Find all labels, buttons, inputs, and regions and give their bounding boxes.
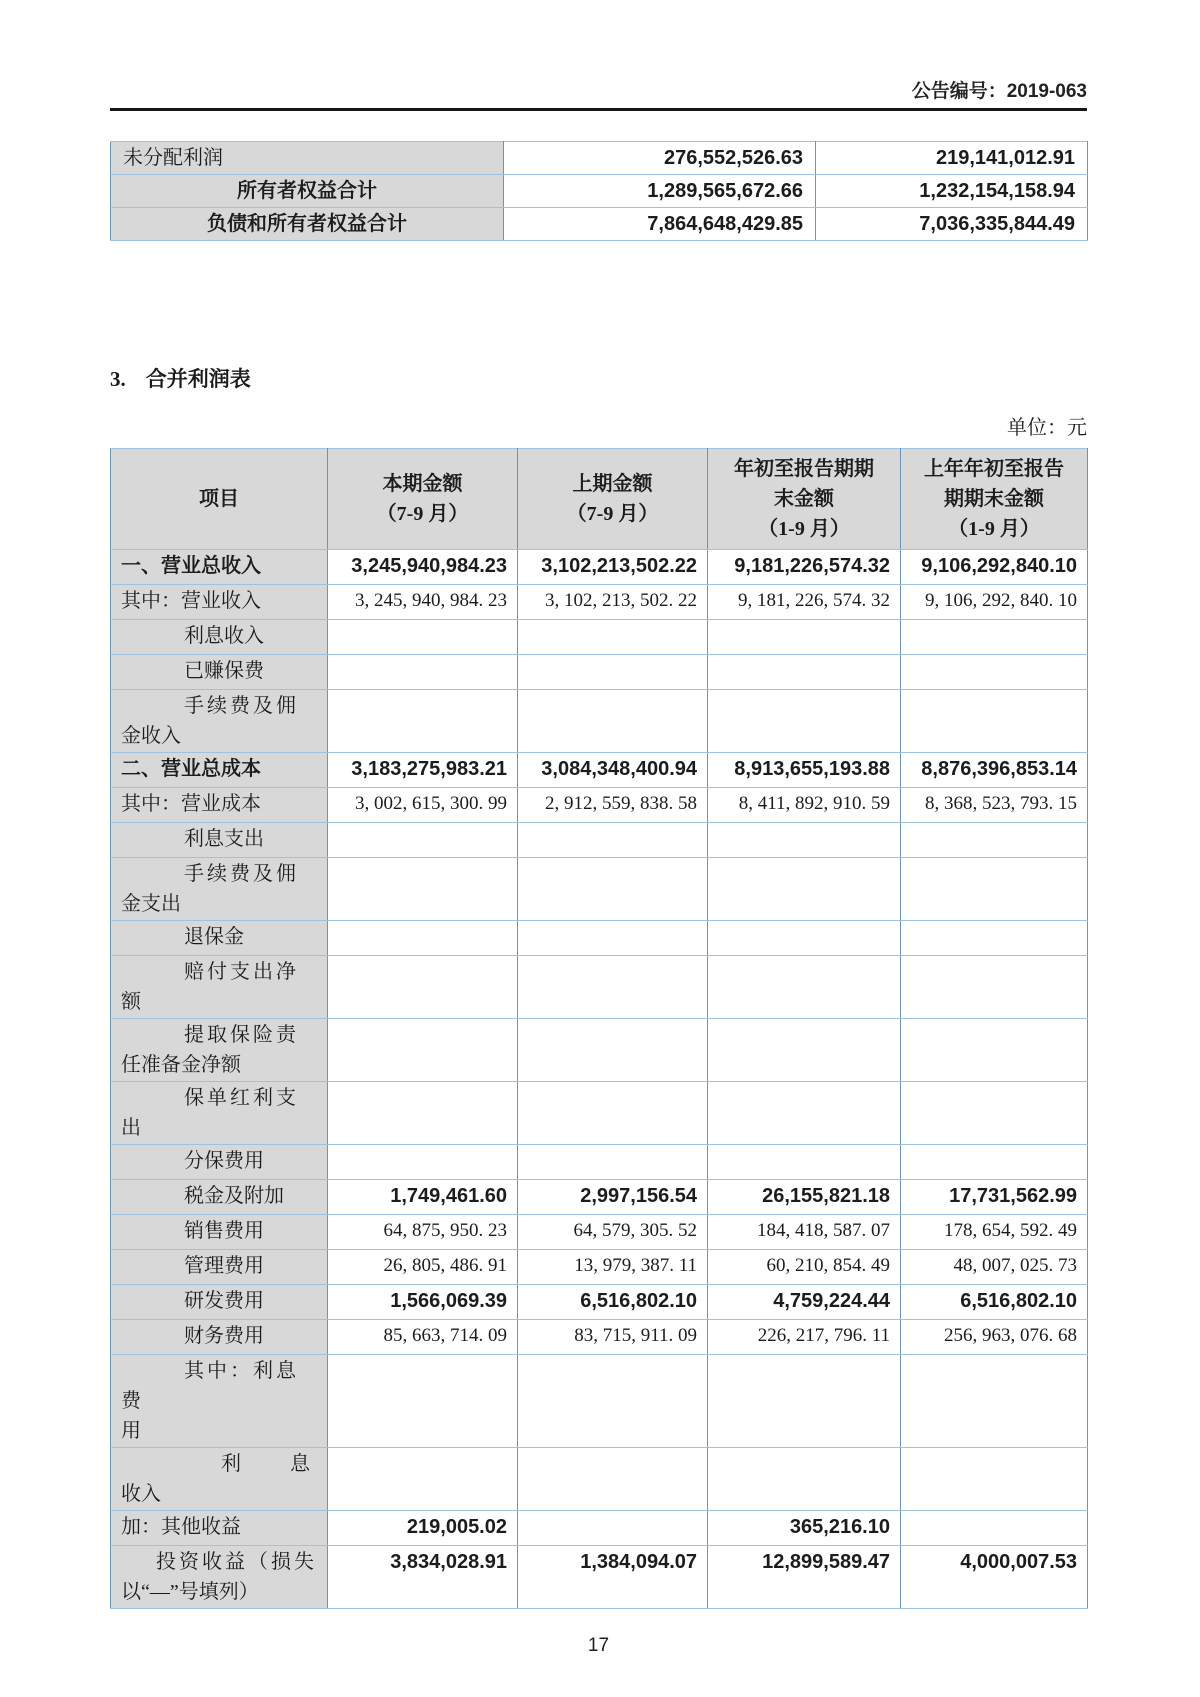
table-row [111, 921, 1088, 956]
value-cell [901, 1511, 1088, 1546]
value-cell [708, 1019, 901, 1082]
column-header-ytd: 年初至报告期期 末金额 （1-9 月） [708, 449, 901, 550]
value-cell: 3, 245, 940, 984. 23 [328, 585, 518, 620]
value-cell [328, 1448, 518, 1511]
value-cell [518, 655, 708, 690]
row-label-cell: 利息收入 [111, 620, 328, 655]
value-cell [328, 823, 518, 858]
value-cell: 1,384,094.07 [518, 1546, 708, 1609]
value-cell: 3,245,940,984.23 [328, 550, 518, 585]
value-cell: 7,036,335,844.49 [816, 208, 1088, 241]
value-cell [328, 858, 518, 921]
row-label-cell: 一、营业总收入 [111, 550, 328, 585]
row-label-cell: 分保费用 [111, 1145, 328, 1180]
value-cell: 8, 368, 523, 793. 15 [901, 788, 1088, 823]
value-cell: 64, 875, 950. 23 [328, 1215, 518, 1250]
row-label-cell: 加：其他收益 [111, 1511, 328, 1546]
value-cell [518, 1448, 708, 1511]
value-cell [518, 1019, 708, 1082]
table-row [111, 1355, 1088, 1448]
row-label-cell: 未分配利润 [111, 142, 504, 175]
value-cell: 3,834,028.91 [328, 1546, 518, 1609]
value-cell [518, 1082, 708, 1145]
value-cell [901, 1448, 1088, 1511]
value-cell [901, 921, 1088, 956]
value-cell [901, 1019, 1088, 1082]
value-cell: 60, 210, 854. 49 [708, 1250, 901, 1285]
value-cell [328, 1082, 518, 1145]
value-cell: 83, 715, 911. 09 [518, 1320, 708, 1355]
value-cell [901, 858, 1088, 921]
value-cell [328, 655, 518, 690]
value-cell: 3, 102, 213, 502. 22 [518, 585, 708, 620]
row-label-cell: 研发费用 [111, 1285, 328, 1320]
value-cell [708, 1145, 901, 1180]
value-cell: 3,102,213,502.22 [518, 550, 708, 585]
header-row [111, 449, 1088, 550]
value-cell [708, 921, 901, 956]
value-cell: 1,232,154,158.94 [816, 175, 1088, 208]
value-cell: 276,552,526.63 [504, 142, 816, 175]
value-cell [518, 620, 708, 655]
row-label-cell: 负债和所有者权益合计 [111, 208, 504, 241]
value-cell: 256, 963, 076. 68 [901, 1320, 1088, 1355]
table-row [111, 823, 1088, 858]
value-cell: 184, 418, 587. 07 [708, 1215, 901, 1250]
table-row [111, 1019, 1088, 1082]
value-cell: 6,516,802.10 [518, 1285, 708, 1320]
value-cell: 3,084,348,400.94 [518, 753, 708, 788]
row-label-cell: 利 息 收入 [111, 1448, 328, 1511]
value-cell [708, 690, 901, 753]
value-cell: 365,216.10 [708, 1511, 901, 1546]
value-cell: 9, 181, 226, 574. 32 [708, 585, 901, 620]
value-cell: 17,731,562.99 [901, 1180, 1088, 1215]
table-row [111, 1215, 1088, 1250]
row-label-cell: 退保金 [111, 921, 328, 956]
value-cell [708, 1082, 901, 1145]
equity-summary-table [110, 141, 1088, 241]
page-number: 17 [587, 1635, 610, 1656]
value-cell [328, 620, 518, 655]
table-row [111, 690, 1088, 753]
row-label-cell: 所有者权益合计 [111, 175, 504, 208]
value-cell [708, 823, 901, 858]
unit-label: 单位：元 [1007, 417, 1087, 439]
value-cell [518, 956, 708, 1019]
value-cell [328, 921, 518, 956]
value-cell [901, 655, 1088, 690]
value-cell: 8,876,396,853.14 [901, 753, 1088, 788]
value-cell: 2, 912, 559, 838. 58 [518, 788, 708, 823]
value-cell: 13, 979, 387. 11 [518, 1250, 708, 1285]
value-cell [518, 1511, 708, 1546]
table-row [111, 753, 1088, 788]
row-label-cell: 手续费及佣 金支出 [111, 858, 328, 921]
value-cell [708, 655, 901, 690]
table-row [111, 208, 1088, 241]
table-row [111, 1511, 1088, 1546]
value-cell: 4,000,007.53 [901, 1546, 1088, 1609]
value-cell: 178, 654, 592. 49 [901, 1215, 1088, 1250]
value-cell [518, 858, 708, 921]
value-cell [518, 823, 708, 858]
value-cell [328, 1019, 518, 1082]
table-row [111, 1180, 1088, 1215]
table-row [111, 550, 1088, 585]
column-header-current-period: 本期金额 （7-9 月） [328, 449, 518, 550]
value-cell [901, 1145, 1088, 1180]
table-row [111, 956, 1088, 1019]
section-title [110, 363, 1087, 393]
row-label-cell: 销售费用 [111, 1215, 328, 1250]
value-cell [708, 1448, 901, 1511]
table-row [111, 1145, 1088, 1180]
value-cell [708, 1355, 901, 1448]
value-cell [901, 823, 1088, 858]
value-cell [328, 1145, 518, 1180]
value-cell [518, 1145, 708, 1180]
notice-number: 公告编号：2019-063 [911, 81, 1087, 102]
table-row [111, 1250, 1088, 1285]
row-label-cell: 投资收益（损失 以“—”号填列） [111, 1546, 328, 1609]
value-cell [901, 620, 1088, 655]
row-label-cell: 赔付支出净 额 [111, 956, 328, 1019]
table-row [111, 1546, 1088, 1609]
value-cell: 219,005.02 [328, 1511, 518, 1546]
value-cell: 1,289,565,672.66 [504, 175, 816, 208]
value-cell: 8,913,655,193.88 [708, 753, 901, 788]
value-cell: 219,141,012.91 [816, 142, 1088, 175]
section-title-text: 合并利润表 [145, 368, 251, 391]
value-cell: 226, 217, 796. 11 [708, 1320, 901, 1355]
table-row [111, 1082, 1088, 1145]
value-cell: 85, 663, 714. 09 [328, 1320, 518, 1355]
value-cell [901, 1082, 1088, 1145]
value-cell [518, 690, 708, 753]
value-cell: 7,864,648,429.85 [504, 208, 816, 241]
row-label-cell: 税金及附加 [111, 1180, 328, 1215]
row-label-cell: 二、营业总成本 [111, 753, 328, 788]
value-cell: 1,566,069.39 [328, 1285, 518, 1320]
value-cell: 9,181,226,574.32 [708, 550, 901, 585]
value-cell [708, 620, 901, 655]
header-rule [110, 108, 1087, 111]
value-cell [901, 1355, 1088, 1448]
row-label-cell: 管理费用 [111, 1250, 328, 1285]
value-cell: 48, 007, 025. 73 [901, 1250, 1088, 1285]
section-number: 3. [110, 367, 126, 391]
table-row [111, 858, 1088, 921]
value-cell [708, 956, 901, 1019]
row-label-cell: 其中：营业收入 [111, 585, 328, 620]
value-cell: 26, 805, 486. 91 [328, 1250, 518, 1285]
value-cell [328, 1355, 518, 1448]
row-label-cell: 财务费用 [111, 1320, 328, 1355]
value-cell: 8, 411, 892, 910. 59 [708, 788, 901, 823]
table-row [111, 142, 1088, 175]
column-header-prior-period: 上期金额 （7-9 月） [518, 449, 708, 550]
table-row [111, 620, 1088, 655]
row-label-cell: 手续费及佣 金收入 [111, 690, 328, 753]
value-cell: 9,106,292,840.10 [901, 550, 1088, 585]
table-row [111, 1320, 1088, 1355]
row-label-cell: 提取保险责 任准备金净额 [111, 1019, 328, 1082]
value-cell: 12,899,589.47 [708, 1546, 901, 1609]
value-cell [901, 690, 1088, 753]
value-cell [328, 956, 518, 1019]
table-row [111, 1285, 1088, 1320]
value-cell: 26,155,821.18 [708, 1180, 901, 1215]
row-label-cell: 利息支出 [111, 823, 328, 858]
table-row [111, 585, 1088, 620]
row-label-cell: 其中：营业成本 [111, 788, 328, 823]
value-cell: 3,183,275,983.21 [328, 753, 518, 788]
row-label-cell: 已赚保费 [111, 655, 328, 690]
income-statement-table [110, 448, 1088, 1609]
value-cell: 64, 579, 305. 52 [518, 1215, 708, 1250]
value-cell [708, 858, 901, 921]
row-label-cell: 其中：利息费 用 [111, 1355, 328, 1448]
table-row [111, 1448, 1088, 1511]
value-cell: 4,759,224.44 [708, 1285, 901, 1320]
column-header-item: 项目 [111, 449, 328, 550]
value-cell: 1,749,461.60 [328, 1180, 518, 1215]
value-cell [518, 921, 708, 956]
row-label-cell: 保单红利支 出 [111, 1082, 328, 1145]
value-cell [518, 1355, 708, 1448]
value-cell [328, 690, 518, 753]
value-cell [901, 956, 1088, 1019]
column-header-prior-ytd: 上年年初至报告 期期末金额 （1-9 月） [901, 449, 1088, 550]
value-cell: 9, 106, 292, 840. 10 [901, 585, 1088, 620]
value-cell: 3, 002, 615, 300. 99 [328, 788, 518, 823]
value-cell: 2,997,156.54 [518, 1180, 708, 1215]
table-row [111, 655, 1088, 690]
value-cell: 6,516,802.10 [901, 1285, 1088, 1320]
table-row [111, 175, 1088, 208]
table-row [111, 788, 1088, 823]
